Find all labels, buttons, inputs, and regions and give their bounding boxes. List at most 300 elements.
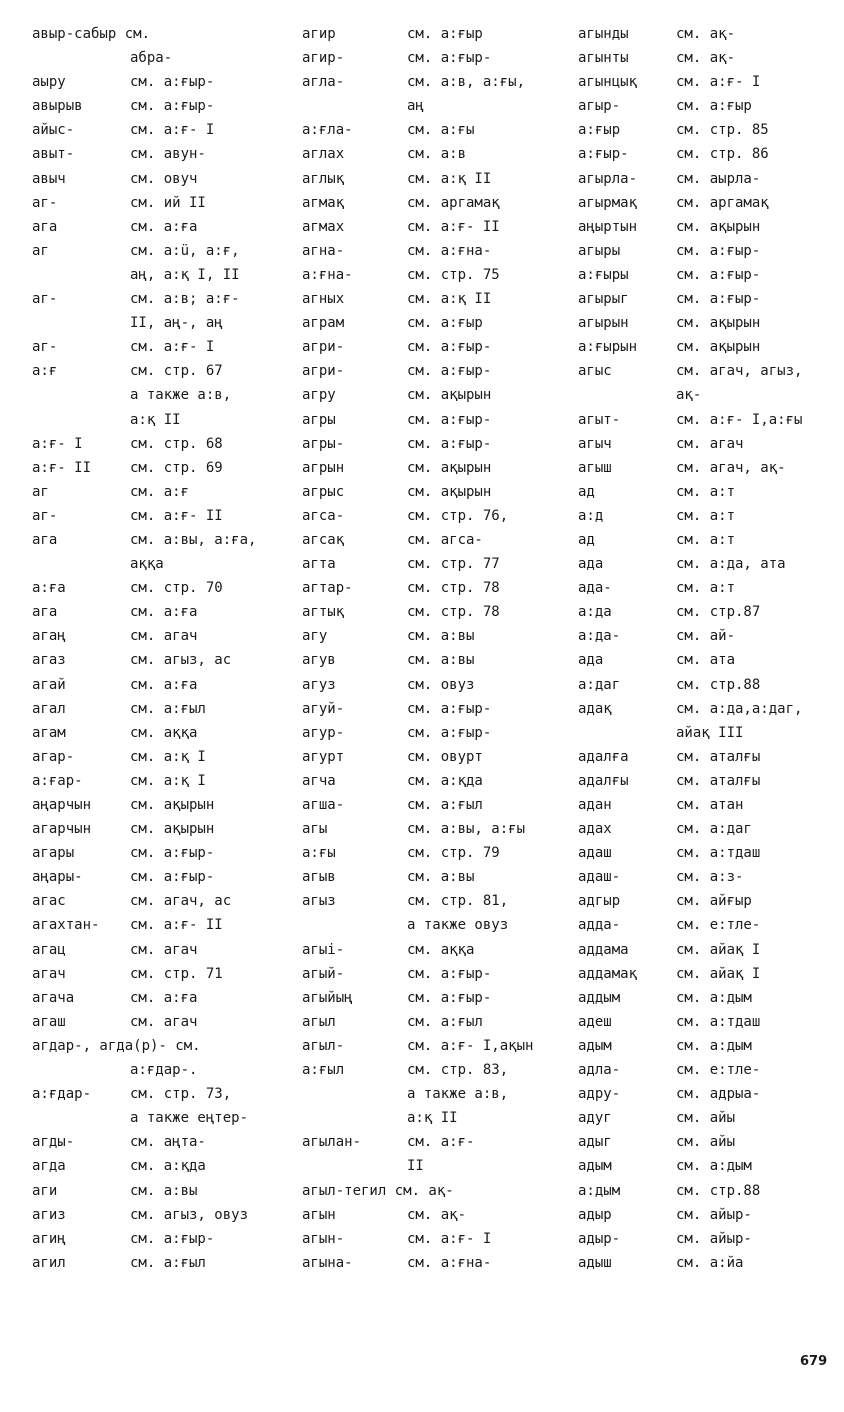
entry-row	[578, 769, 840, 793]
entry-row	[32, 697, 292, 721]
cross-reference: см. а:т	[676, 483, 736, 500]
entry-row	[302, 1034, 564, 1058]
cross-reference: см. атан	[676, 797, 744, 813]
entry-row	[578, 239, 840, 263]
cross-reference: см. агач	[130, 628, 198, 645]
entry-row	[302, 191, 564, 215]
headword: аг	[32, 242, 49, 259]
cross-reference: см. ақырын	[407, 459, 492, 476]
cross-reference: см. адрыа-	[676, 1086, 761, 1103]
headword: агынты	[578, 50, 629, 67]
cross-reference: см. стр. 76,	[407, 507, 509, 524]
cross-reference: см. а:ғыр-	[407, 989, 492, 1006]
cross-reference: см. а:ға	[130, 604, 198, 621]
cross-reference: см. ай-	[676, 628, 736, 645]
headword: агары	[32, 845, 75, 862]
headword: адыш	[578, 1254, 612, 1271]
cross-reference: см. а:ғыл	[407, 1013, 483, 1030]
headword: агы	[302, 821, 328, 838]
cross-reference: см. ақ-	[676, 50, 736, 67]
entry-row	[578, 576, 840, 600]
cross-reference: см. а:ғыр	[676, 98, 752, 115]
cross-reference: см. аңта-	[130, 1134, 206, 1151]
headword: а:даг	[578, 676, 621, 693]
cross-reference: см. стр. 70	[130, 580, 223, 597]
headword: агуй-	[302, 700, 345, 717]
cross-reference: см. ақырын	[676, 315, 761, 332]
entry-row	[302, 94, 564, 118]
entry-row	[578, 432, 840, 456]
cross-reference: см. агач, агыз,	[676, 363, 803, 380]
cross-reference: см. ақырын	[676, 339, 761, 356]
entry-row	[302, 1010, 564, 1034]
cross-reference: см. а:ға	[130, 218, 198, 235]
entry-row	[302, 118, 564, 142]
entry-row	[578, 1251, 840, 1275]
cross-reference: см. стр.88	[676, 676, 761, 693]
cross-reference: см. а:ғ- I	[676, 74, 761, 91]
headword: адан	[578, 797, 612, 813]
cross-reference: см. а:дым	[676, 1037, 752, 1054]
entry-row	[32, 673, 292, 697]
entry-row	[302, 552, 564, 576]
headword: агрыс	[302, 483, 345, 500]
cross-reference: см. овурт	[407, 748, 483, 765]
cross-reference: см. а:ғыр-	[130, 1230, 215, 1247]
cross-reference: см. а:ғыр-	[407, 700, 492, 717]
cross-reference: см. а:дым	[676, 1158, 752, 1175]
headword: агылан-	[302, 1134, 362, 1151]
headword: агыры	[578, 242, 621, 259]
entry-row	[578, 46, 840, 70]
entry-row	[32, 1082, 292, 1106]
headword: а:ғырын	[578, 339, 638, 356]
entry-row	[302, 697, 564, 721]
entry-row	[32, 624, 292, 648]
entry-row	[32, 552, 292, 576]
cross-reference: см. а:ғна-	[407, 242, 492, 259]
headword: агай	[32, 676, 66, 693]
cross-reference: см. а:ғыр-	[407, 965, 492, 982]
headword: агча	[302, 772, 336, 789]
headword: агурт	[302, 748, 345, 765]
cross-reference: см. а:қ II	[407, 291, 492, 308]
entry-row	[32, 263, 292, 287]
headword: агил	[32, 1254, 66, 1271]
cross-reference: см. е:тле-	[676, 917, 761, 934]
headword: агсақ	[302, 531, 345, 548]
entry-row	[32, 1130, 292, 1154]
entry-row	[32, 528, 292, 552]
cross-reference: см. а:қ II	[407, 170, 492, 187]
entry-row	[32, 311, 292, 335]
entry-row	[32, 432, 292, 456]
cross-reference: см. а:ғыр-	[130, 869, 215, 886]
headword: аддама	[578, 941, 629, 958]
entry-row	[302, 962, 564, 986]
headword: агарчын	[32, 821, 92, 838]
cross-reference: см. агса-	[407, 531, 483, 548]
headword: агыв	[302, 869, 336, 886]
headword: адалға	[578, 748, 629, 765]
entry-row	[32, 191, 292, 215]
cross-reference: см. аргамақ	[676, 194, 769, 211]
cross-reference: см. авун-	[130, 146, 206, 163]
headword: агынды	[578, 26, 629, 42]
entry-row	[302, 287, 564, 311]
entry-row	[302, 817, 564, 841]
headword: агна-	[302, 242, 345, 259]
headword: агам	[32, 724, 66, 741]
headword: агар-	[32, 748, 75, 765]
entry-row	[32, 1251, 292, 1275]
cross-reference: см. стр. 78	[407, 604, 500, 621]
entry-row	[578, 1010, 840, 1034]
cross-reference: см. а:қда	[130, 1158, 206, 1175]
entry-row	[578, 1058, 840, 1082]
entry-row	[32, 1010, 292, 1034]
cross-reference: см. а:вы, а:ға,	[130, 531, 257, 548]
entry-row	[578, 889, 840, 913]
cross-reference: а:ғдар-.	[130, 1062, 198, 1079]
headword: агаз	[32, 652, 66, 669]
cross-reference: см. айақ I	[676, 941, 761, 958]
entry-row	[32, 239, 292, 263]
headword: ад	[578, 483, 595, 500]
cross-reference: см. аталғы	[676, 748, 761, 765]
cross-reference: а также овуз	[407, 917, 509, 934]
cross-reference: а также а:в,	[407, 1086, 509, 1103]
cross-reference: см. стр. 86	[676, 146, 769, 163]
cross-reference: см. агыз, ас	[130, 652, 232, 669]
headword: агас	[32, 893, 66, 910]
entry-row	[578, 22, 840, 46]
entry-row	[302, 986, 564, 1010]
cross-reference: см. а:ға	[130, 989, 198, 1006]
headword: а:ғ- II	[32, 459, 92, 476]
headword: а:ғар-	[32, 772, 83, 789]
headword: агры-	[302, 435, 345, 452]
cross-reference: см. а:ғыр-	[407, 339, 492, 356]
headword: а:ға	[32, 580, 66, 597]
entry-row	[32, 335, 292, 359]
headword: агача	[32, 989, 75, 1006]
entry-row	[32, 1227, 292, 1251]
headword: авырыв	[32, 98, 83, 115]
headword: агса-	[302, 507, 345, 524]
column-3	[578, 22, 840, 1275]
cross-reference: а также еңтер-	[130, 1110, 249, 1127]
cross-reference: см. а:т	[676, 580, 736, 597]
cross-reference: см. а:қ I	[130, 772, 206, 789]
cross-reference: см. а:т	[676, 507, 736, 524]
entry-row	[578, 118, 840, 142]
headword: агац	[32, 941, 66, 958]
cross-reference: см. а:в	[407, 146, 467, 163]
headword: аглық	[302, 170, 345, 187]
entry-row	[32, 1179, 292, 1203]
cross-reference: см. ақырын	[130, 797, 215, 813]
headword: агыр-	[578, 98, 621, 115]
entry-row	[32, 1034, 292, 1058]
headword: аг	[32, 483, 49, 500]
entry-row	[302, 938, 564, 962]
cross-reference: см. а:ғыр-	[407, 50, 492, 67]
headword: агру	[302, 387, 336, 404]
cross-reference: см. а:ғыр-	[407, 363, 492, 380]
headword: адеш	[578, 1013, 612, 1030]
cross-reference: см. е:тле-	[676, 1062, 761, 1079]
entry-row	[578, 938, 840, 962]
cross-reference: см. агач, ас	[130, 893, 232, 910]
entry-row	[302, 480, 564, 504]
cross-reference: аң, а:қ I, II	[130, 266, 240, 283]
cross-reference: см. а:ғыл	[407, 797, 483, 813]
entry-row	[578, 962, 840, 986]
headword: аглах	[302, 146, 345, 163]
page-number: 679	[800, 1354, 828, 1369]
entry-row	[578, 721, 840, 745]
headword: аддамақ	[578, 965, 638, 982]
entry-row	[32, 480, 292, 504]
entry-row	[578, 986, 840, 1010]
headword: а:ғы	[302, 845, 336, 862]
cross-reference: см. а:вы	[130, 1182, 198, 1199]
cross-reference: II	[407, 1158, 424, 1175]
cross-reference: см. а:ü, а:ғ,	[130, 242, 240, 259]
entry-row	[302, 841, 564, 865]
headword: агри-	[302, 339, 345, 356]
entry-row	[302, 769, 564, 793]
headword: адда-	[578, 917, 621, 934]
entry-row	[32, 46, 292, 70]
entry-row	[578, 817, 840, 841]
headword: авыт-	[32, 146, 75, 163]
headword: агла-	[302, 74, 345, 91]
cross-reference: аң	[407, 98, 424, 115]
entry-row	[578, 1130, 840, 1154]
headword: а:ғла-	[302, 122, 353, 139]
headword: а:ғ	[32, 363, 58, 380]
cross-reference: см. а:ғ- II	[130, 507, 223, 524]
entry-row	[302, 721, 564, 745]
cross-reference: см. айы	[676, 1134, 736, 1151]
cross-reference: см. а:в, а:ғы,	[407, 74, 526, 91]
headword: агырла-	[578, 170, 638, 187]
entry-row	[578, 142, 840, 166]
entry-row	[32, 456, 292, 480]
entry-row	[302, 1227, 564, 1251]
cross-reference: см. а:ғыл	[130, 700, 206, 717]
headword: агмах	[302, 218, 345, 235]
entry-row	[302, 889, 564, 913]
headword: аги	[32, 1182, 58, 1199]
headword: агаң	[32, 628, 66, 645]
cross-reference: см. агач	[130, 1013, 198, 1030]
entry-row	[578, 359, 840, 383]
cross-reference: см. а:ғыр	[407, 315, 483, 332]
entry-row	[32, 94, 292, 118]
cross-reference: см. а:дым	[676, 989, 752, 1006]
headword: а:ғ- I	[32, 435, 83, 452]
entry-row	[302, 576, 564, 600]
headword: аг-	[32, 339, 58, 356]
cross-reference: см. а:тдаш	[676, 845, 761, 862]
cross-reference: см. а:қда	[407, 772, 483, 789]
cross-reference: см. ақ-	[407, 1206, 467, 1223]
headword: агырыг	[578, 291, 629, 308]
cross-reference: см. а:з-	[676, 869, 744, 886]
headword: агша-	[302, 797, 345, 813]
entry-row	[578, 263, 840, 287]
headword: агыт-	[578, 411, 621, 428]
entry-row	[578, 1227, 840, 1251]
cross-reference: см. агыз, овуз	[130, 1206, 249, 1223]
cross-reference: см. а:в; а:ғ-	[130, 291, 240, 308]
entry-row	[302, 215, 564, 239]
headword: агахтан-	[32, 917, 100, 934]
entry-row	[302, 46, 564, 70]
entry-row	[32, 167, 292, 191]
entry-row	[302, 1251, 564, 1275]
headword: агу	[302, 628, 328, 645]
headword: адла-	[578, 1062, 621, 1079]
column-1	[32, 22, 292, 1275]
cross-reference: см. стр. 69	[130, 459, 223, 476]
entry-row	[32, 576, 292, 600]
headword: аддым	[578, 989, 621, 1006]
entry-row	[302, 383, 564, 407]
entry-row	[32, 383, 292, 407]
headword: агтық	[302, 604, 345, 621]
cross-reference: см. агач	[676, 435, 744, 452]
headword: агыйың	[302, 989, 353, 1006]
entry-row	[578, 648, 840, 672]
entry-row	[302, 22, 564, 46]
cross-reference: см. а:йа	[676, 1254, 744, 1271]
headword: агаш	[32, 1013, 66, 1030]
cross-reference: см. стр. 85	[676, 122, 769, 139]
cross-reference: см. агач	[130, 941, 198, 958]
cross-reference: аққа	[130, 556, 164, 573]
headword: а:ғна-	[302, 266, 353, 283]
headword: агырмақ	[578, 194, 638, 211]
headword: а:ғыр	[578, 122, 621, 139]
cross-reference: см. стр. 78	[407, 580, 500, 597]
entry-row	[32, 1154, 292, 1178]
entry-row	[302, 1058, 564, 1082]
entry-row	[302, 504, 564, 528]
entry-row	[32, 600, 292, 624]
headword: адым	[578, 1037, 612, 1054]
headword: агыл	[302, 1013, 336, 1030]
entry-row	[302, 432, 564, 456]
headword: агта	[302, 556, 336, 573]
headword: адаш-	[578, 869, 621, 886]
cross-reference: см. стр. 68	[130, 435, 223, 452]
cross-reference: см. а:ғыр-	[130, 74, 215, 91]
cross-reference: а:қ II	[407, 1110, 458, 1127]
entry-row	[578, 673, 840, 697]
entry-row	[32, 745, 292, 769]
entry-row	[302, 70, 564, 94]
cross-reference: см. ақырын	[407, 483, 492, 500]
entry-row	[32, 841, 292, 865]
headword: ага	[32, 604, 58, 621]
cross-reference: см. стр. 75	[407, 266, 500, 283]
headword: агдар-, агда(р)- см.	[32, 1037, 201, 1054]
headword: агных	[302, 291, 345, 308]
entry-row	[302, 311, 564, 335]
entry-row	[32, 865, 292, 889]
cross-reference: см. ақ-	[676, 26, 736, 42]
entry-row	[302, 408, 564, 432]
cross-reference: см. а:ғ-	[407, 1134, 475, 1151]
headword: агир	[302, 26, 336, 42]
headword: адыр	[578, 1206, 612, 1223]
entry-row	[32, 913, 292, 937]
entry-row	[578, 70, 840, 94]
headword: адаш	[578, 845, 612, 862]
entry-row	[578, 311, 840, 335]
entry-row	[32, 938, 292, 962]
entry-row	[578, 745, 840, 769]
headword: а:дым	[578, 1182, 621, 1199]
entry-row	[32, 22, 292, 46]
headword: агри-	[302, 363, 345, 380]
entry-row	[578, 94, 840, 118]
headword: а:ғыр-	[578, 146, 629, 163]
headword: аыру	[32, 74, 66, 91]
entry-row	[32, 1203, 292, 1227]
entry-row	[302, 1154, 564, 1178]
entry-row	[302, 167, 564, 191]
cross-reference: см. ақырын	[130, 821, 215, 838]
cross-reference: см. а:да, ата	[676, 556, 786, 573]
headword: агтар-	[302, 580, 353, 597]
headword: ада	[578, 556, 604, 573]
cross-reference: см. а:ғыр-	[676, 291, 761, 308]
entry-row	[302, 1130, 564, 1154]
entry-row	[578, 793, 840, 817]
headword: адыг	[578, 1134, 612, 1151]
entry-row	[302, 142, 564, 166]
headword: агына-	[302, 1254, 353, 1271]
cross-reference: см. а:да,а:даг,	[676, 700, 803, 717]
entry-row	[578, 408, 840, 432]
headword: агиң	[32, 1230, 66, 1247]
cross-reference: см. аққа	[407, 941, 475, 958]
entry-row	[32, 721, 292, 745]
cross-reference: см. ақырын	[407, 387, 492, 404]
cross-reference: см. айақ I	[676, 965, 761, 982]
entry-row	[302, 1082, 564, 1106]
headword: аг-	[32, 291, 58, 308]
cross-reference: см. аргамақ	[407, 194, 500, 211]
entry-row	[578, 1034, 840, 1058]
headword: агын-	[302, 1230, 345, 1247]
entry-row	[578, 335, 840, 359]
cross-reference: см. а:ғ- I	[130, 122, 215, 139]
headword: агур-	[302, 724, 345, 741]
cross-reference: см. ата	[676, 652, 736, 669]
cross-reference: см. а:тдаш	[676, 1013, 761, 1030]
entry-row	[578, 1154, 840, 1178]
entry-row	[302, 673, 564, 697]
cross-reference: а также а:в,	[130, 387, 232, 404]
entry-row	[578, 865, 840, 889]
cross-reference: см. стр. 73,	[130, 1086, 232, 1103]
